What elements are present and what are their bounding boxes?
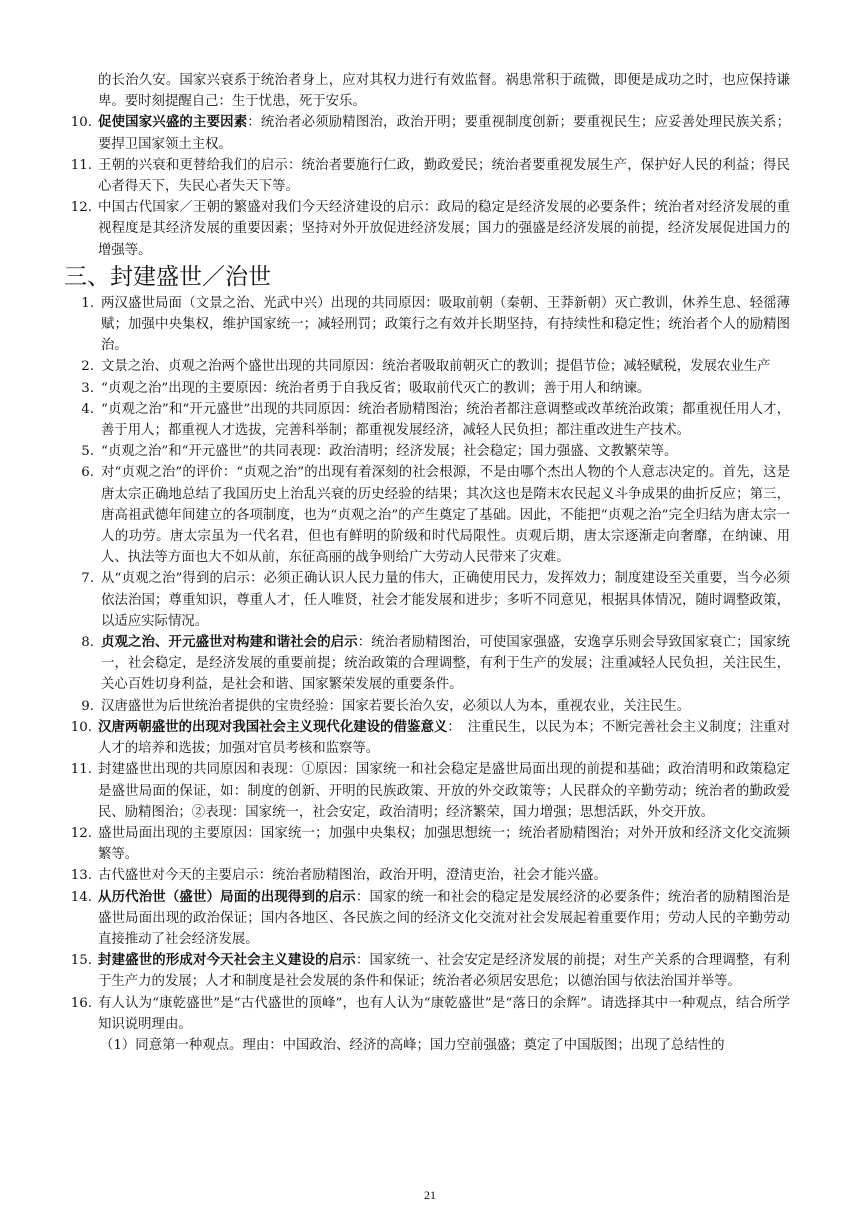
item-bold-lead: 汉唐两朝盛世的出现对我国社会主义现代化建设的借鉴意义: [98, 719, 448, 735]
item-text: “贞观之治”出现的主要原因：统治者勇于自我反省；吸取前代灭亡的教训；善于用人和纳谏。: [101, 380, 651, 396]
item-text: ： 注重民生，以民为本；不断完善社会主义制度；注重对人才的培养和选拔；加强对官员考核和监察等。: [98, 719, 790, 757]
list-item: [60, 696, 790, 717]
list-item: [60, 568, 790, 632]
list-item: [60, 865, 790, 886]
list-item: [60, 462, 790, 568]
sub-answer-line: （1）同意第一种观点。理由：中国政治、经济的高峰；国力空前强盛；奠定了中国版图；出现了总结性的: [100, 1037, 725, 1053]
list-item: [60, 823, 790, 865]
item-text: 有人认为“康乾盛世”是“古代盛世的顶峰”，也有人认为“康乾盛世”是“落日的余辉”。请选择其中一种观点，结合所学知识说明理由。: [98, 995, 790, 1032]
item-bold-lead: 从历代治世（盛世）局面的出现得到的启示: [98, 889, 356, 905]
item-number: 2.: [81, 359, 94, 375]
item-text: 文景之治、贞观之治两个盛世出现的共同原因：统治者吸取前朝灭亡的教训；提倡节俭；减轻赋税，发展农业生产: [101, 359, 771, 375]
list-item: [60, 112, 790, 154]
item-number: 11.: [70, 762, 92, 778]
item-number: 10.: [70, 719, 92, 735]
list-item: [60, 356, 790, 377]
item-bold-lead: 促使国家兴盛的主要因素: [98, 115, 248, 131]
item-text: 对“贞观之治”的评价：“贞观之治”的出现有着深刻的社会根源，不是由哪个杰出人物的个人意志决定的。首先，这是唐太宗正确地总结了我国历史上治乱兴衰的历史经验的结果；其次这也是隋末农民起义斗争成果的曲折反应；第三，唐高祖武德年间建立的各项制度，也为“贞观之治”的产生奠定了基础。因此，不能把“贞观之治”完全归结为唐太宗一人的功劳。唐太宗虽为一代名君，但也有鲜明的阶级和时代局限性。贞观后期，唐太宗逐渐走向奢靡，在纳谏、用人、执法等方面也大不如从前，东征高丽的战争则给广大劳动人民带来了灾难。: [101, 465, 790, 566]
item-number: 13.: [70, 868, 92, 884]
list-item: [60, 197, 790, 261]
item-number: 7.: [81, 571, 94, 587]
item-text: “贞观之治”和“开元盛世”出现的共同原因：统治者励精图治；统治者都注意调整或改革统治政策；都重视任用人才，善于用人；都重视人才选拔，完善科举制；都重视发展经济，减轻人民负担；都注重改进生产技术。: [101, 401, 790, 439]
item-number: 6.: [81, 465, 94, 481]
item-number: 16.: [70, 995, 92, 1011]
item-number: 15.: [70, 953, 92, 969]
item-number: 12.: [70, 825, 92, 841]
list-item: [60, 632, 790, 696]
item-text: 从“贞观之治”得到的启示：必须正确认识人民力量的伟大，正确使用民力，发挥效力；制度建设至关重要，当今必须依法治国；尊重知识，尊重人才，任人唯贤，社会才能发展和进步；多听不同意见，根据具体情况，随时调整政策，以适应实际情况。: [101, 571, 790, 629]
section-heading: 三、封建盛世／治世: [64, 263, 271, 289]
item-text: 盛世局面出现的主要原因：国家统一；加强中央集权；加强思想统一；统治者励精图治；对外开放和经济文化交流频繁等。: [98, 825, 790, 863]
list-item: [60, 155, 790, 197]
item-number: 1.: [81, 295, 94, 311]
item-text: ：统治者必须励精图治，政治开明；要重视制度创新；要重视民生；应妥善处理民族关系；要捍卫国家领土主权。: [98, 115, 790, 152]
item-text: 王朝的兴衰和更替给我们的启示：统治者要施行仁政，勤政爱民；统治者要重视发展生产，保护好人民的利益；得民心者得天下，失民心者失天下等。: [98, 157, 790, 195]
item-number: 8.: [81, 635, 94, 651]
item-number: 12.: [70, 200, 92, 216]
item-number: 14.: [70, 889, 92, 905]
item-text: ：统治者励精图治，可使国家强盛，安逸享乐则会导致国家衰亡；国家统一，社会稳定，是经济发展的重要前提；统治政策的合理调整，有利于生产的发展；注重减轻人民负担，关注民生，关心百姓切身利益，是社会和谐、国家繁荣发展的重要条件。: [101, 635, 791, 693]
item-text: 封建盛世出现的共同原因和表现：①原因：国家统一和社会稳定是盛世局面出现的前提和基础；政治清明和政策稳定是盛世局面的保证，如：制度的创新、开明的民族政策、开放的外交政策等；人民群众的辛勤劳动；统治者的勤政爱民、励精图治；②表现：国家统一，社会安定，政治清明；经济繁荣，国力增强；思想活跃，外交开放。: [98, 762, 790, 820]
list-item: [60, 378, 790, 399]
list-item: [60, 441, 790, 462]
item-text: “贞观之治”和“开元盛世”的共同表现：政治清明；经济发展；社会稳定；国力强盛、文教繁荣等。: [101, 444, 678, 460]
section-one-list: [60, 112, 790, 260]
page-number: 21: [424, 1188, 436, 1202]
list-item: [60, 717, 790, 759]
item-text: 两汉盛世局面（文景之治、光武中兴）出现的共同原因：吸取前朝（秦朝、王莽新朝）灭亡教训，休养生息、轻徭薄赋；加强中央集权，维护国家统一；减轻刑罚；政策行之有效并长期坚持，有持续性和稳定性；统治者个人的励精图治。: [101, 295, 790, 354]
list-item: [60, 759, 790, 823]
item-bold-lead: 封建盛世的形成对今天社会主义建设的启示: [98, 953, 356, 969]
list-item: [60, 887, 790, 951]
item-number: 11.: [70, 157, 92, 173]
item-text: ：国家的统一和社会的稳定是发展经济的必要条件；统治者的励精图治是盛世局面出现的政治保证；国内各地区、各民族之间的经济文化交流对社会发展起着重要作用；劳动人民的辛勤劳动直接推动了社会经济发展。: [98, 889, 791, 947]
item-number: 9.: [81, 698, 94, 714]
section-three-list: [60, 293, 790, 1035]
list-item: [60, 293, 790, 357]
list-item: [60, 993, 790, 1035]
item-text: ：国家统一、社会安定是经济发展的前提；对生产关系的合理调整，有利于生产力的发展；人才和制度是社会发展的条件和保证；统治者必须居安思危；以德治国与依法治国并举等。: [98, 953, 791, 990]
item-text: 中国古代国家／王朝的繁盛对我们今天经济建设的启示：政局的稳定是经济发展的必要条件；统治者对经济发展的重视程度是其经济发展的重要因素；坚持对外开放促进经济发展；国力的强盛是经济发展的前提，经济发展促进国力的增强等。: [98, 200, 790, 258]
item-number: 4.: [81, 401, 94, 417]
item-number: 3.: [81, 380, 94, 396]
item-number: 5.: [81, 444, 94, 460]
continuation-paragraph: 的长治久安。国家兴衰系于统治者身上，应对其权力进行有效监督。祸患常积于疏微，即便是成功之时，也应保持谦卑。要时刻提醒自己：生于忧患，死于安乐。: [98, 73, 790, 110]
list-item: [60, 399, 790, 441]
item-number: 10.: [70, 115, 92, 131]
item-text: 古代盛世对今天的主要启示：统治者励精图治，政治开明，澄清吏治，社会才能兴盛。: [98, 868, 607, 884]
page-content: [60, 70, 790, 1056]
item-bold-lead: 贞观之治、开元盛世对构建和谐社会的启示: [101, 635, 358, 651]
list-item: [60, 950, 790, 992]
item-text: 汉唐盛世为后世统治者提供的宝贵经验：国家若要长治久安，必须以人为本，重视农业，关注民生。: [101, 698, 691, 714]
